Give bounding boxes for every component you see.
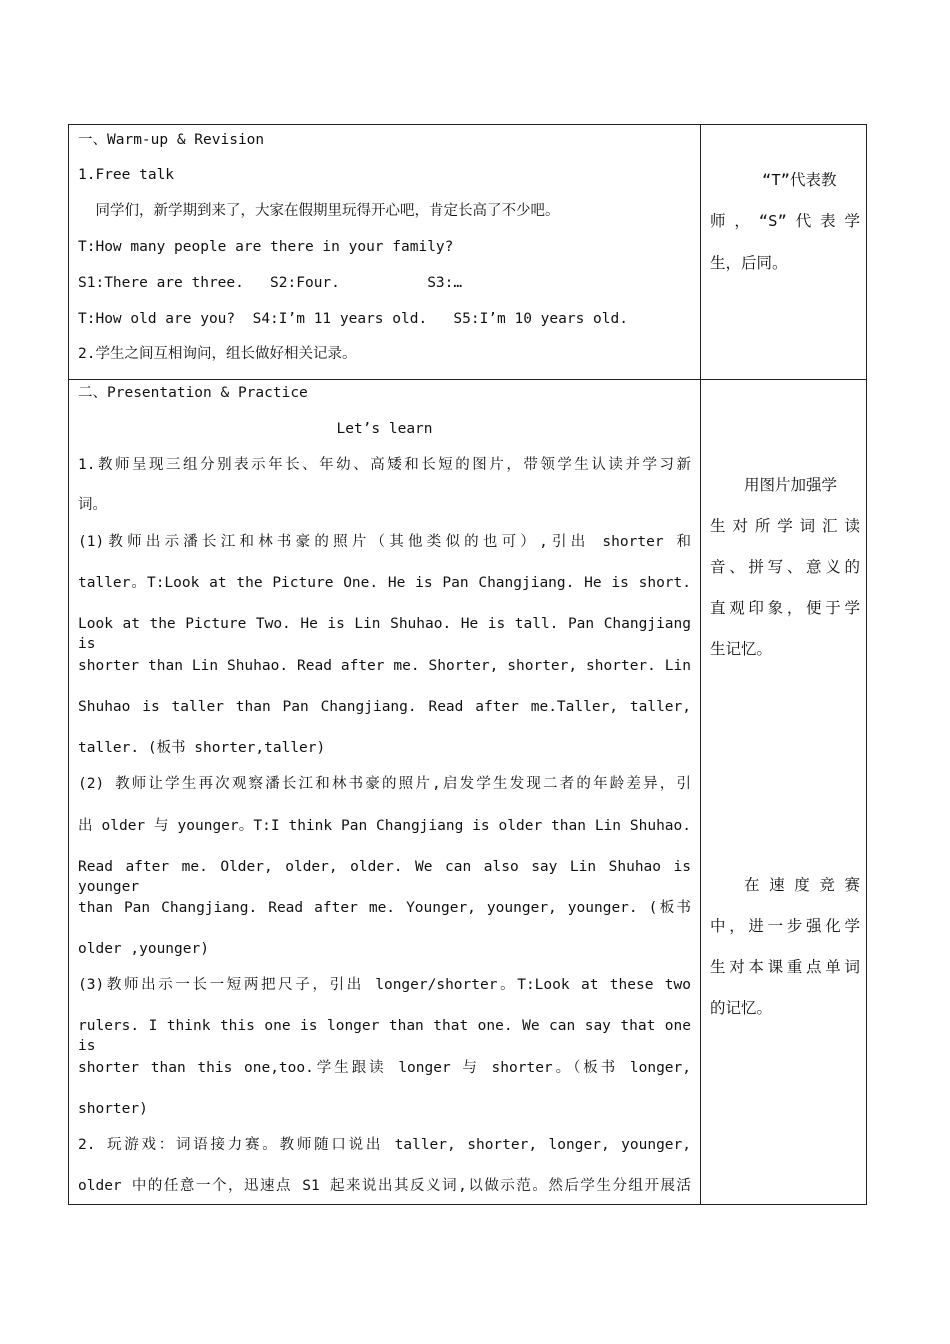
text-line: 1.教师呈现三组分别表示年长、年幼、高矮和长短的图片，带领学生认读并学习新: [78, 457, 691, 473]
text-line: 出 older 与 younger。T:I think Pan Changjiang is older than Lin Shuhao.: [78, 818, 691, 834]
text-line: Look at the Picture Two. He is Lin Shuhao. He is tall. Pan Changjiang is: [78, 616, 691, 652]
text-line: shorter than this one,too.学生跟读 longer 与 shorter。（板书 longer,: [78, 1060, 691, 1076]
section2-subheading: Let’s learn: [336, 421, 433, 437]
note-line: 生对本课重点单词: [710, 958, 860, 976]
note-line: 师，“S”代表学: [710, 212, 860, 230]
text-line: Read after me. Older, older, older. We can also say Lin Shuhao is younger: [78, 859, 691, 895]
text-line: rulers. I think this one is longer than that one. We can say that one is: [78, 1018, 691, 1054]
note-line: 生，后同。: [710, 254, 788, 272]
section2-heading: 二、Presentation & Practice: [78, 385, 308, 401]
text-line: older 中的任意一个，迅速点 S1 起来说出其反义词,以做示范。然后学生分组开展活: [78, 1178, 691, 1194]
note-line: 生记忆。: [710, 640, 773, 658]
text-line: T:How many people are there in your family?: [78, 239, 454, 255]
row-divider: [69, 379, 866, 380]
text-line: 词。: [78, 497, 107, 513]
text-line: (3)教师出示一长一短两把尺子，引出 longer/shorter。T:Look at these two: [78, 977, 691, 993]
text-line: 2. 玩游戏：词语接力赛。教师随口说出 taller, shorter, longer, younger,: [78, 1137, 691, 1153]
text-line: taller。T:Look at the Picture One. He is Pan Changjiang. He is short.: [78, 575, 691, 591]
text-line: shorter than Lin Shuhao. Read after me. Shorter, shorter, shorter. Lin: [78, 658, 691, 674]
text-line: T:How old are you? S4:I’m 11 years old. S5:I’m 10 years old.: [78, 311, 628, 327]
text-line: (1)教师出示潘长江和林书豪的照片（其他类似的也可）,引出 shorter 和: [78, 534, 691, 550]
column-divider: [700, 125, 701, 1204]
note-line: 用图片加强学: [744, 476, 838, 494]
text-line: S1:There are three. S2:Four. S3:…: [78, 275, 463, 291]
text-line: older ,younger): [78, 941, 209, 957]
text-line: Shuhao is taller than Pan Changjiang. Read after me.Taller, taller,: [78, 699, 691, 715]
free-talk-title: 1.Free talk: [78, 167, 175, 183]
note-line: 中，进一步强化学: [710, 917, 860, 935]
text-line: taller. (板书 shorter,taller): [78, 740, 326, 756]
note-line: 生对所学词汇读: [710, 517, 860, 535]
text-line: 2.学生之间互相询问，组长做好相关记录。: [78, 346, 357, 362]
text-line: (2) 教师让学生再次观察潘长江和林书豪的照片,启发学生发现二者的年龄差异，引: [78, 776, 691, 792]
text-line: 同学们，新学期到来了，大家在假期里玩得开心吧，肯定长高了不少吧。: [78, 203, 560, 219]
section1-heading: 一、Warm-up & Revision: [78, 132, 265, 148]
note-line: 直观印象，便于学: [710, 599, 860, 617]
note-line: 音、拼写、意义的: [710, 558, 860, 576]
note-line: “T”代表教: [762, 171, 837, 189]
text-line: shorter): [78, 1101, 148, 1117]
lesson-table: [68, 124, 867, 1205]
note-line: 在速度竞赛: [744, 876, 860, 894]
text-line: than Pan Changjiang. Read after me. Younger, younger, younger. (板书: [78, 900, 691, 916]
note-line: 的记忆。: [710, 999, 773, 1017]
